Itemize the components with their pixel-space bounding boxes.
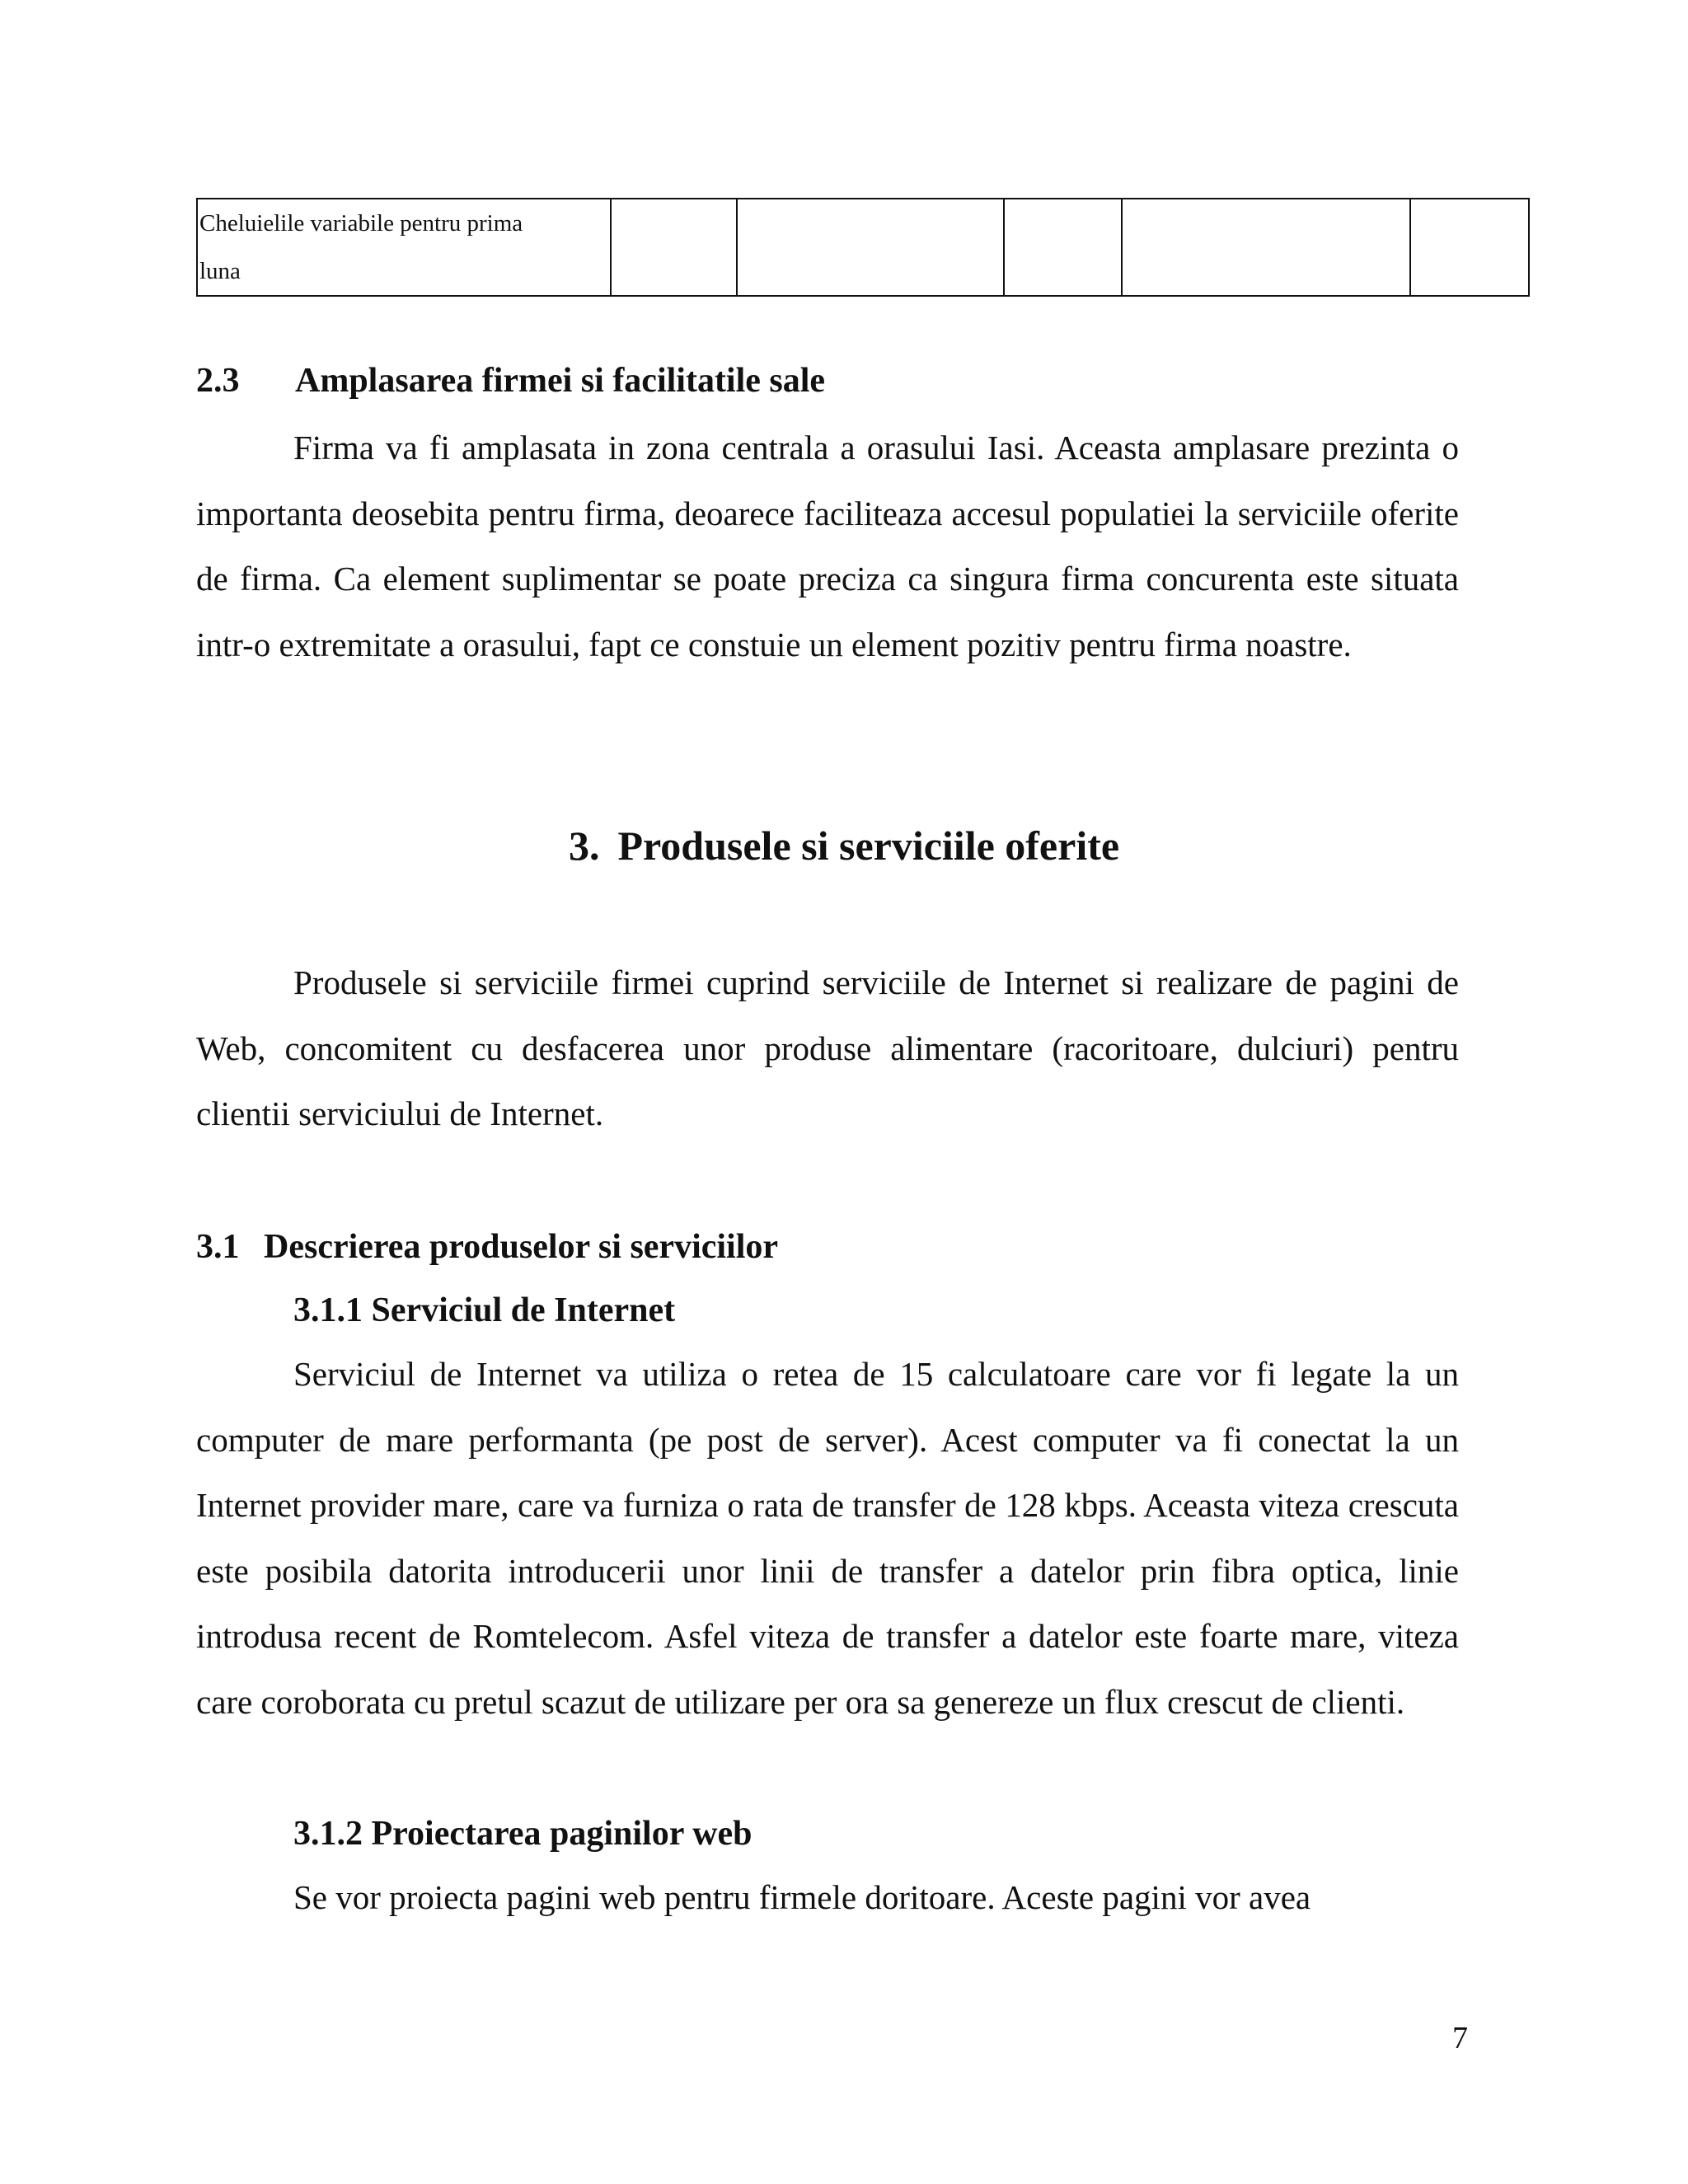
chapter-3-paragraph: Produsele si serviciile firmei cuprind serviciile de Internet si realizare de pagini de Web, concomitent cu desfacerea unor produse alimentare (racoritoare, dulciuri) pentru clientii serviciului de Internet. xyxy=(196,963,1459,1132)
chapter-3-body xyxy=(196,950,1459,1147)
table-row-label-line2: luna xyxy=(199,258,241,284)
section-3-1-number: 3.1 xyxy=(196,1228,240,1266)
chapter-3-title-text: Produsele si serviciile oferite xyxy=(617,823,1120,869)
section-3-1-heading xyxy=(196,1226,778,1268)
section-3-1-1-paragraph: Serviciul de Internet va utiliza o retea de 15 calculatoare care vor fi legate la un computer de mare performanta (pe post de server). Acest computer va fi conectat la un Internet provider mare, care va furniza o rata de transfer de 128 kbps. Aceasta viteza crescuta este posibila datorita introducerii unor linii de transfer a datelor prin fibra optica, linie introdusa recent de Romtelecom. Asfel viteza de transfer a datelor este foarte mare, viteza care coroborata cu pretul scazut de utilizare per ora sa genereze un flux crescut de clienti. xyxy=(196,1355,1459,1721)
chapter-3-title xyxy=(0,821,1688,870)
variable-costs-table xyxy=(196,198,1530,297)
page-number: 7 xyxy=(1452,2021,1468,2055)
table-cell xyxy=(737,199,1004,296)
table-cell xyxy=(1122,199,1410,296)
table-cell xyxy=(1410,199,1529,296)
section-2-3-paragraph: Firma va fi amplasata in zona centrala a orasului Iasi. Aceasta amplasare prezinta o importanta deosebita pentru firma, deoarece faciliteaza accesul populatiei la serviciile oferite de firma. Ca element suplimentar se poate preciza ca singura firma concurenta este situata intr-o extremitate a orasului, fapt ce constuie un element pozitiv pentru firma noastre. xyxy=(196,429,1459,663)
table-row xyxy=(197,199,1529,296)
section-3-1-title: Descrierea produselor si serviciilor xyxy=(264,1228,779,1266)
section-2-3-title: Amplasarea firmei si facilitatile sale xyxy=(295,362,826,400)
section-3-1-2-heading: 3.1.2 Proiectarea paginilor web xyxy=(293,1815,753,1853)
table-cell xyxy=(1004,199,1122,296)
section-3-1-1-body xyxy=(196,1342,1459,1735)
section-2-3-heading xyxy=(196,360,825,401)
table-row-label xyxy=(197,199,611,296)
section-3-1-2-body xyxy=(196,1865,1459,1931)
table-row-label-line1: Cheluielile variabile pentru prima xyxy=(199,210,523,237)
section-2-3-body xyxy=(196,415,1459,677)
chapter-3-number: 3. xyxy=(568,823,600,869)
section-3-1-1-heading: 3.1.1 Serviciul de Internet xyxy=(293,1291,676,1329)
table-cell xyxy=(611,199,737,296)
section-2-3-number: 2.3 xyxy=(196,362,240,400)
section-3-1-2-paragraph: Se vor proiecta pagini web pentru firmele doritoare. Aceste pagini vor avea xyxy=(293,1878,1311,1916)
